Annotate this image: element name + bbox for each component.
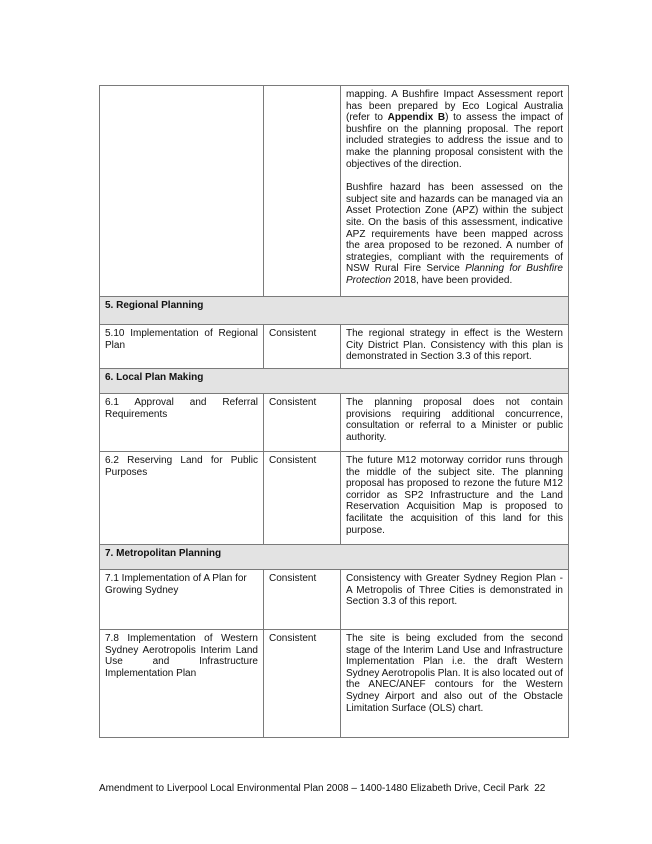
comment-cell: The planning proposal does not contain provisions requiring additional concurrence, consultation or referral to a Minister or public authority. xyxy=(341,394,569,452)
comment-paragraph xyxy=(346,89,563,170)
direction-line: 7.8 Implementation of Western Sydney Aerotropolis Interim Land xyxy=(105,633,258,656)
footer-text: Amendment to Liverpool Local Environmental Plan 2008 – 1400-1480 Elizabeth Drive, Cecil Park xyxy=(99,783,529,794)
consistency-table xyxy=(99,85,569,738)
table-row xyxy=(100,630,569,738)
section-header-row xyxy=(100,545,569,570)
direction-cell: 7.1 Implementation of A Plan for Growing Sydney xyxy=(100,570,264,630)
section-header-row xyxy=(100,369,569,394)
status-cell: Consistent xyxy=(264,325,341,369)
section-heading: 5. Regional Planning xyxy=(100,297,569,325)
status-cell: Consistent xyxy=(264,394,341,452)
comment-paragraph xyxy=(346,182,563,286)
comment-text: Bushfire hazard has been assessed on the subject site and hazards can be managed via an Asset Protection Zone (APZ) within the subject site. On the basis of this assessment, indicative APZ requirements have been mapped across the area proposed to be rezoned. A number of strategies, compliant with the requirements of NSW Rural Fire Service xyxy=(346,182,563,275)
direction-cell: 5.10 Implementation of Regional Plan xyxy=(100,325,264,369)
comment-cell: The site is being excluded from the second stage of the Interim Land Use and Infrastructure Implementation Plan i.e. the draft Western Sydney Aerotropolis Plan. It is also located out of the ANEC/ANEF contours for the Western Sydney Airport and also out of the Obstacle Limitation Surface (OLS) chart. xyxy=(341,630,569,738)
direction-cell xyxy=(100,630,264,738)
direction-cell: 6.1 Approval and Referral Requirements xyxy=(100,394,264,452)
comment-cell: The regional strategy in effect is the Western City District Plan. Consistency with this plan is demonstrated in Section 3.3 of this report. xyxy=(341,325,569,369)
section-heading: 7. Metropolitan Planning xyxy=(100,545,569,570)
comment-cell xyxy=(341,86,569,297)
publication-title: Planning for Bushfire Protection xyxy=(346,263,563,286)
page-number: 22 xyxy=(534,783,546,794)
direction-line: Implementation Plan xyxy=(105,667,197,679)
direction-line: Use and Infrastructure xyxy=(105,656,258,668)
comment-cell: The future M12 motorway corridor runs through the middle of the subject site. The planning proposal has proposed to rezone the future M12 corridor as SP2 Infrastructure and the Land Reservation Acquisition Map is proposed to facilitate the acquisition of this land for this purpose. xyxy=(341,452,569,545)
comment-cell: Consistency with Greater Sydney Region Plan - A Metropolis of Three Cities is demonstrated in Section 3.3 of this report. xyxy=(341,570,569,630)
status-cell: Consistent xyxy=(264,452,341,545)
direction-cell: 6.2 Reserving Land for Public Purposes xyxy=(100,452,264,545)
table-row xyxy=(100,452,569,545)
table-row xyxy=(100,86,569,297)
page-footer xyxy=(99,783,549,795)
table-row xyxy=(100,325,569,369)
status-cell: Consistent xyxy=(264,570,341,630)
direction-cell xyxy=(100,86,264,297)
section-heading: 6. Local Plan Making xyxy=(100,369,569,394)
status-cell xyxy=(264,86,341,297)
comment-text: 2018, have been provided. xyxy=(391,274,513,286)
section-header-row xyxy=(100,297,569,325)
table-row xyxy=(100,570,569,630)
appendix-reference: Appendix B xyxy=(387,112,446,124)
comment-text: mapping. A Bushfire Impact Assessment report has been prepared by Eco Logical Australia (refer to xyxy=(346,89,563,124)
table-row xyxy=(100,394,569,452)
comment-text: ) to assess the impact of bushfire on the planning proposal. The report included strategies to address the issue and to make the planning proposal consistent with the objectives of the direction. xyxy=(346,112,563,170)
status-cell: Consistent xyxy=(264,630,341,738)
